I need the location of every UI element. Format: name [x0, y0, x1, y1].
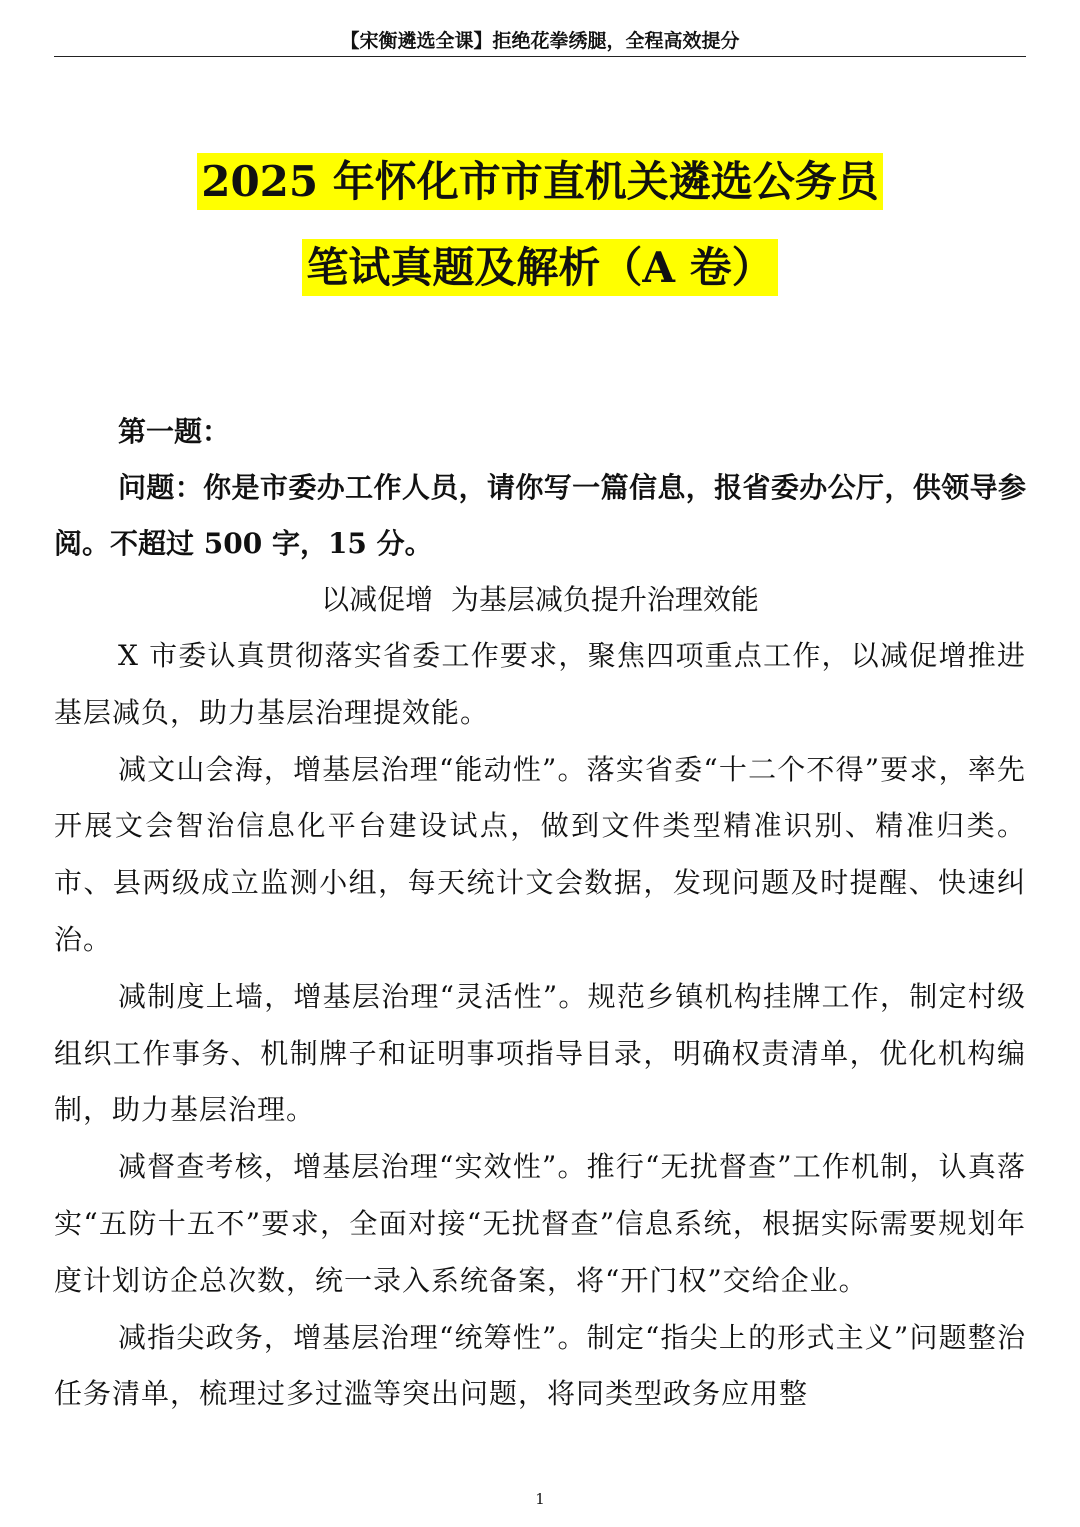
page-header: 【宋衡遴选全课】拒绝花拳绣腿，全程高效提分 [340, 30, 740, 52]
page-number: 1 [535, 1490, 545, 1508]
document-title-line-2 [0, 232, 1080, 304]
article-paragraph-meetings: 减文山会海，增基层治理“能动性”。落实省委“十二个不得”要求，率先开展文会智治信息化平台建设试点，做到文件类型精准识别、精准归类。市、县两级成立监测小组，每天统计文会数据，发现问题及时提醒、快速纠治。 [54, 752, 1026, 956]
document-title-line-1 [0, 146, 1080, 218]
article-paragraph-wall-rules: 减制度上墙，增基层治理“灵活性”。规范乡镇机构挂牌工作，制定村级组织工作事务、机制牌子和证明事项指导目录，明确权责清单，优化机构编制，助力基层治理。 [54, 979, 1026, 1127]
header-divider [54, 56, 1026, 57]
question-text: 问题：你是市委办工作人员，请你写一篇信息，报省委办公厅，供领导参阅。不超过 500 字，15 分。 [54, 471, 1026, 560]
article-paragraph-inspection: 减督查考核，增基层治理“实效性”。推行“无扰督查”工作机制，认真落实“五防十五不”要求，全面对接“无扰督查”信息系统，根据实际需要规划年度计划访企总次数，统一录入系统备案，将“开门权”交给企业。 [54, 1150, 1026, 1297]
article-paragraph-intro: X 市委认真贯彻落实省委工作要求，聚焦四项重点工作，以减促增推进基层减负，助力基层治理提效能。 [54, 639, 1026, 729]
title-highlight-1: 2025 年怀化市市直机关遴选公务员 [197, 153, 883, 210]
article-body [54, 628, 1026, 1423]
article-title: 以减促增 为基层减负提升治理效能 [321, 583, 759, 616]
title-highlight-2: 笔试真题及解析（A 卷） [302, 239, 777, 296]
article-paragraph-fingertip-affairs: 减指尖政务，增基层治理“统筹性”。制定“指尖上的形式主义”问题整治任务清单，梳理过多过滥等突出问题，将同类型政务应用整 [54, 1320, 1026, 1411]
question-number: 第一题： [118, 415, 231, 448]
